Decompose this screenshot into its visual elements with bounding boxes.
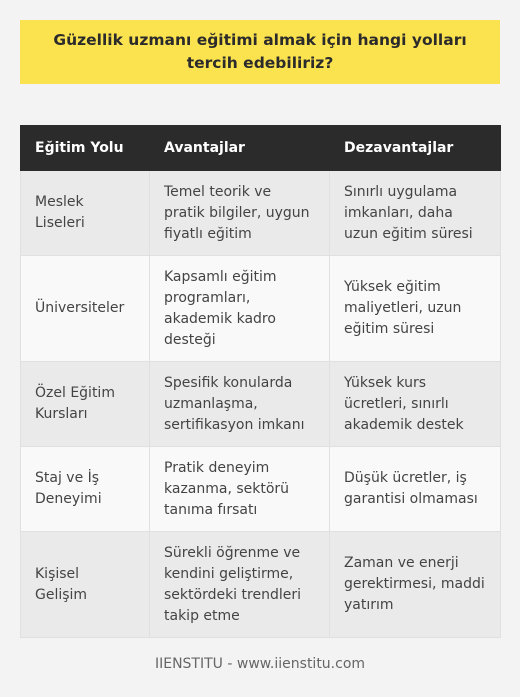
table-row bbox=[21, 362, 501, 447]
cell-advantages: Kapsamlı eğitim programları, akademik kadro desteği bbox=[150, 256, 330, 362]
table-row bbox=[21, 447, 501, 532]
comparison-table bbox=[20, 125, 501, 638]
column-header-disadvantages: Dezavantajlar bbox=[330, 126, 501, 171]
cell-disadvantages: Zaman ve enerji gerektirmesi, maddi yatırım bbox=[330, 532, 501, 638]
page-title: Güzellik uzmanı eğitimi almak için hangi yolları tercih edebiliriz? bbox=[53, 31, 467, 72]
column-header-education-path: Eğitim Yolu bbox=[21, 126, 150, 171]
table-row bbox=[21, 171, 501, 256]
footer-credit: IIENSTITU - www.iienstitu.com bbox=[154, 656, 366, 672]
cell-advantages: Sürekli öğrenme ve kendini geliştirme, sektördeki trendleri takip etme bbox=[150, 532, 330, 638]
cell-advantages: Spesifik konularda uzmanlaşma, sertifikasyon imkanı bbox=[150, 362, 330, 447]
cell-disadvantages: Sınırlı uygulama imkanları, daha uzun eğitim süresi bbox=[330, 171, 501, 256]
cell-disadvantages: Yüksek kurs ücretleri, sınırlı akademik destek bbox=[330, 362, 501, 447]
table-header-row bbox=[21, 126, 501, 171]
table-row bbox=[21, 256, 501, 362]
cell-disadvantages: Düşük ücretler, iş garantisi olmaması bbox=[330, 447, 501, 532]
table-row bbox=[21, 532, 501, 638]
title-banner bbox=[20, 20, 500, 84]
cell-advantages: Pratik deneyim kazanma, sektörü tanıma fırsatı bbox=[150, 447, 330, 532]
cell-education-path: Kişisel Gelişim bbox=[21, 532, 150, 638]
cell-education-path: Özel Eğitim Kursları bbox=[21, 362, 150, 447]
cell-advantages: Temel teorik ve pratik bilgiler, uygun fiyatlı eğitim bbox=[150, 171, 330, 256]
column-header-advantages: Avantajlar bbox=[150, 126, 330, 171]
cell-education-path: Üniversiteler bbox=[21, 256, 150, 362]
cell-education-path: Staj ve İş Deneyimi bbox=[21, 447, 150, 532]
cell-education-path: Meslek Liseleri bbox=[21, 171, 150, 256]
cell-disadvantages: Yüksek eğitim maliyetleri, uzun eğitim süresi bbox=[330, 256, 501, 362]
